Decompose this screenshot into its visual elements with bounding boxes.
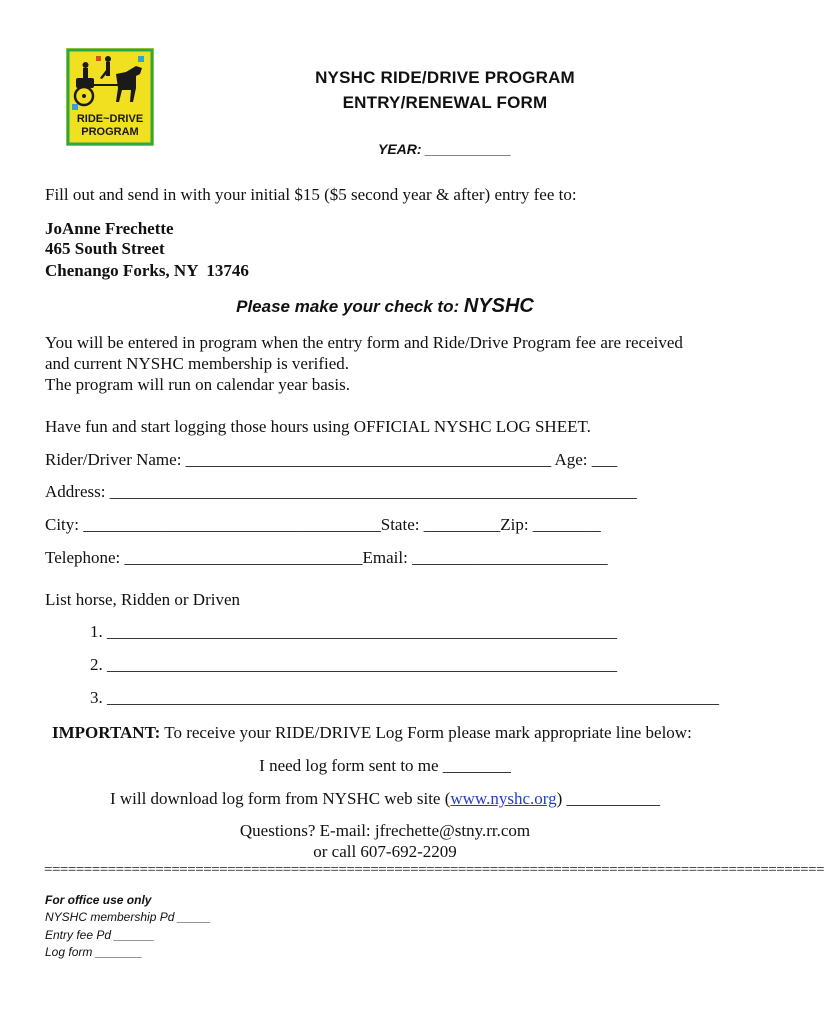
telephone-email-field[interactable]: Telephone: ____________________________Email: _______________________ [45, 548, 608, 567]
office-entry-fee-paid: Entry fee Pd ______ [45, 928, 155, 942]
option-send-log-form[interactable]: I need log form sent to me ________ [259, 756, 511, 775]
address-name: JoAnne Frechette [45, 219, 174, 238]
info-line-3: The program will run on calendar year basis. [45, 375, 350, 394]
year-label: YEAR [378, 141, 417, 157]
city-state-zip-field[interactable]: City: ___________________________________State: _________Zip: ________ [45, 515, 601, 534]
horse-entry-2[interactable]: 2. ____________________________________________________________ [90, 655, 617, 674]
important-text: To receive your RIDE/DRIVE Log Form please mark appropriate line below: [160, 723, 692, 742]
info-line-1: You will be entered in program when the entry form and Ride/Drive Program fee are received [45, 333, 683, 352]
option2-suffix: ) ___________ [556, 789, 661, 808]
nyshc-website-link[interactable]: www.nyshc.org [450, 789, 557, 808]
section-divider: ================================================================================================== [44, 862, 824, 878]
horse-entry-3[interactable]: 3. ________________________________________________________________________ [90, 688, 719, 707]
check-payee: NYSHC [463, 295, 534, 317]
address-street: 465 South Street [45, 239, 165, 258]
address-field[interactable]: Address: ______________________________________________________________ [45, 482, 637, 501]
call-phone: or call 607-692-2209 [313, 842, 457, 861]
year-blank: : ___________ [416, 141, 512, 157]
logo-text-line2: PROGRAM [81, 126, 139, 138]
ride-drive-program-logo [66, 48, 154, 146]
info-line-4: Have fun and start logging those hours using OFFICIAL NYSHC LOG SHEET. [45, 417, 591, 436]
option-download-log-form[interactable] [0, 789, 770, 809]
year-field[interactable] [378, 141, 511, 157]
check-payee-line [45, 295, 725, 318]
send-instructions: Fill out and send in with your initial $15 ($5 second year & after) entry fee to: [45, 185, 577, 204]
form-title-line1: NYSHC RIDE/DRIVE PROGRAM [315, 68, 575, 87]
horses-label: List horse, Ridden or Driven [45, 590, 240, 609]
form-title-line2: ENTRY/RENEWAL FORM [342, 93, 548, 112]
important-label: IMPORTANT: [52, 723, 161, 742]
questions-email: Questions? E-mail: jfrechette@stny.rr.com [239, 821, 531, 840]
option2-prefix: I will download log form from NYSHC web site ( [109, 789, 451, 808]
rider-name-age-field[interactable]: Rider/Driver Name: ___________________________________________ Age: ___ [45, 450, 618, 469]
office-use-heading: For office use only [45, 893, 152, 907]
office-log-form: Log form _______ [45, 945, 143, 959]
horse-entry-1[interactable]: 1. ____________________________________________________________ [90, 622, 617, 641]
office-membership-paid: NYSHC membership Pd _____ [45, 910, 212, 924]
address-city: Chenango Forks, NY 13746 [45, 261, 249, 280]
logo-text-line1: RIDE~DRIVE [76, 113, 144, 125]
important-notice [52, 723, 692, 743]
check-prefix: Please make your check to: [236, 297, 464, 316]
info-line-2: and current NYSHC membership is verified. [45, 354, 350, 373]
